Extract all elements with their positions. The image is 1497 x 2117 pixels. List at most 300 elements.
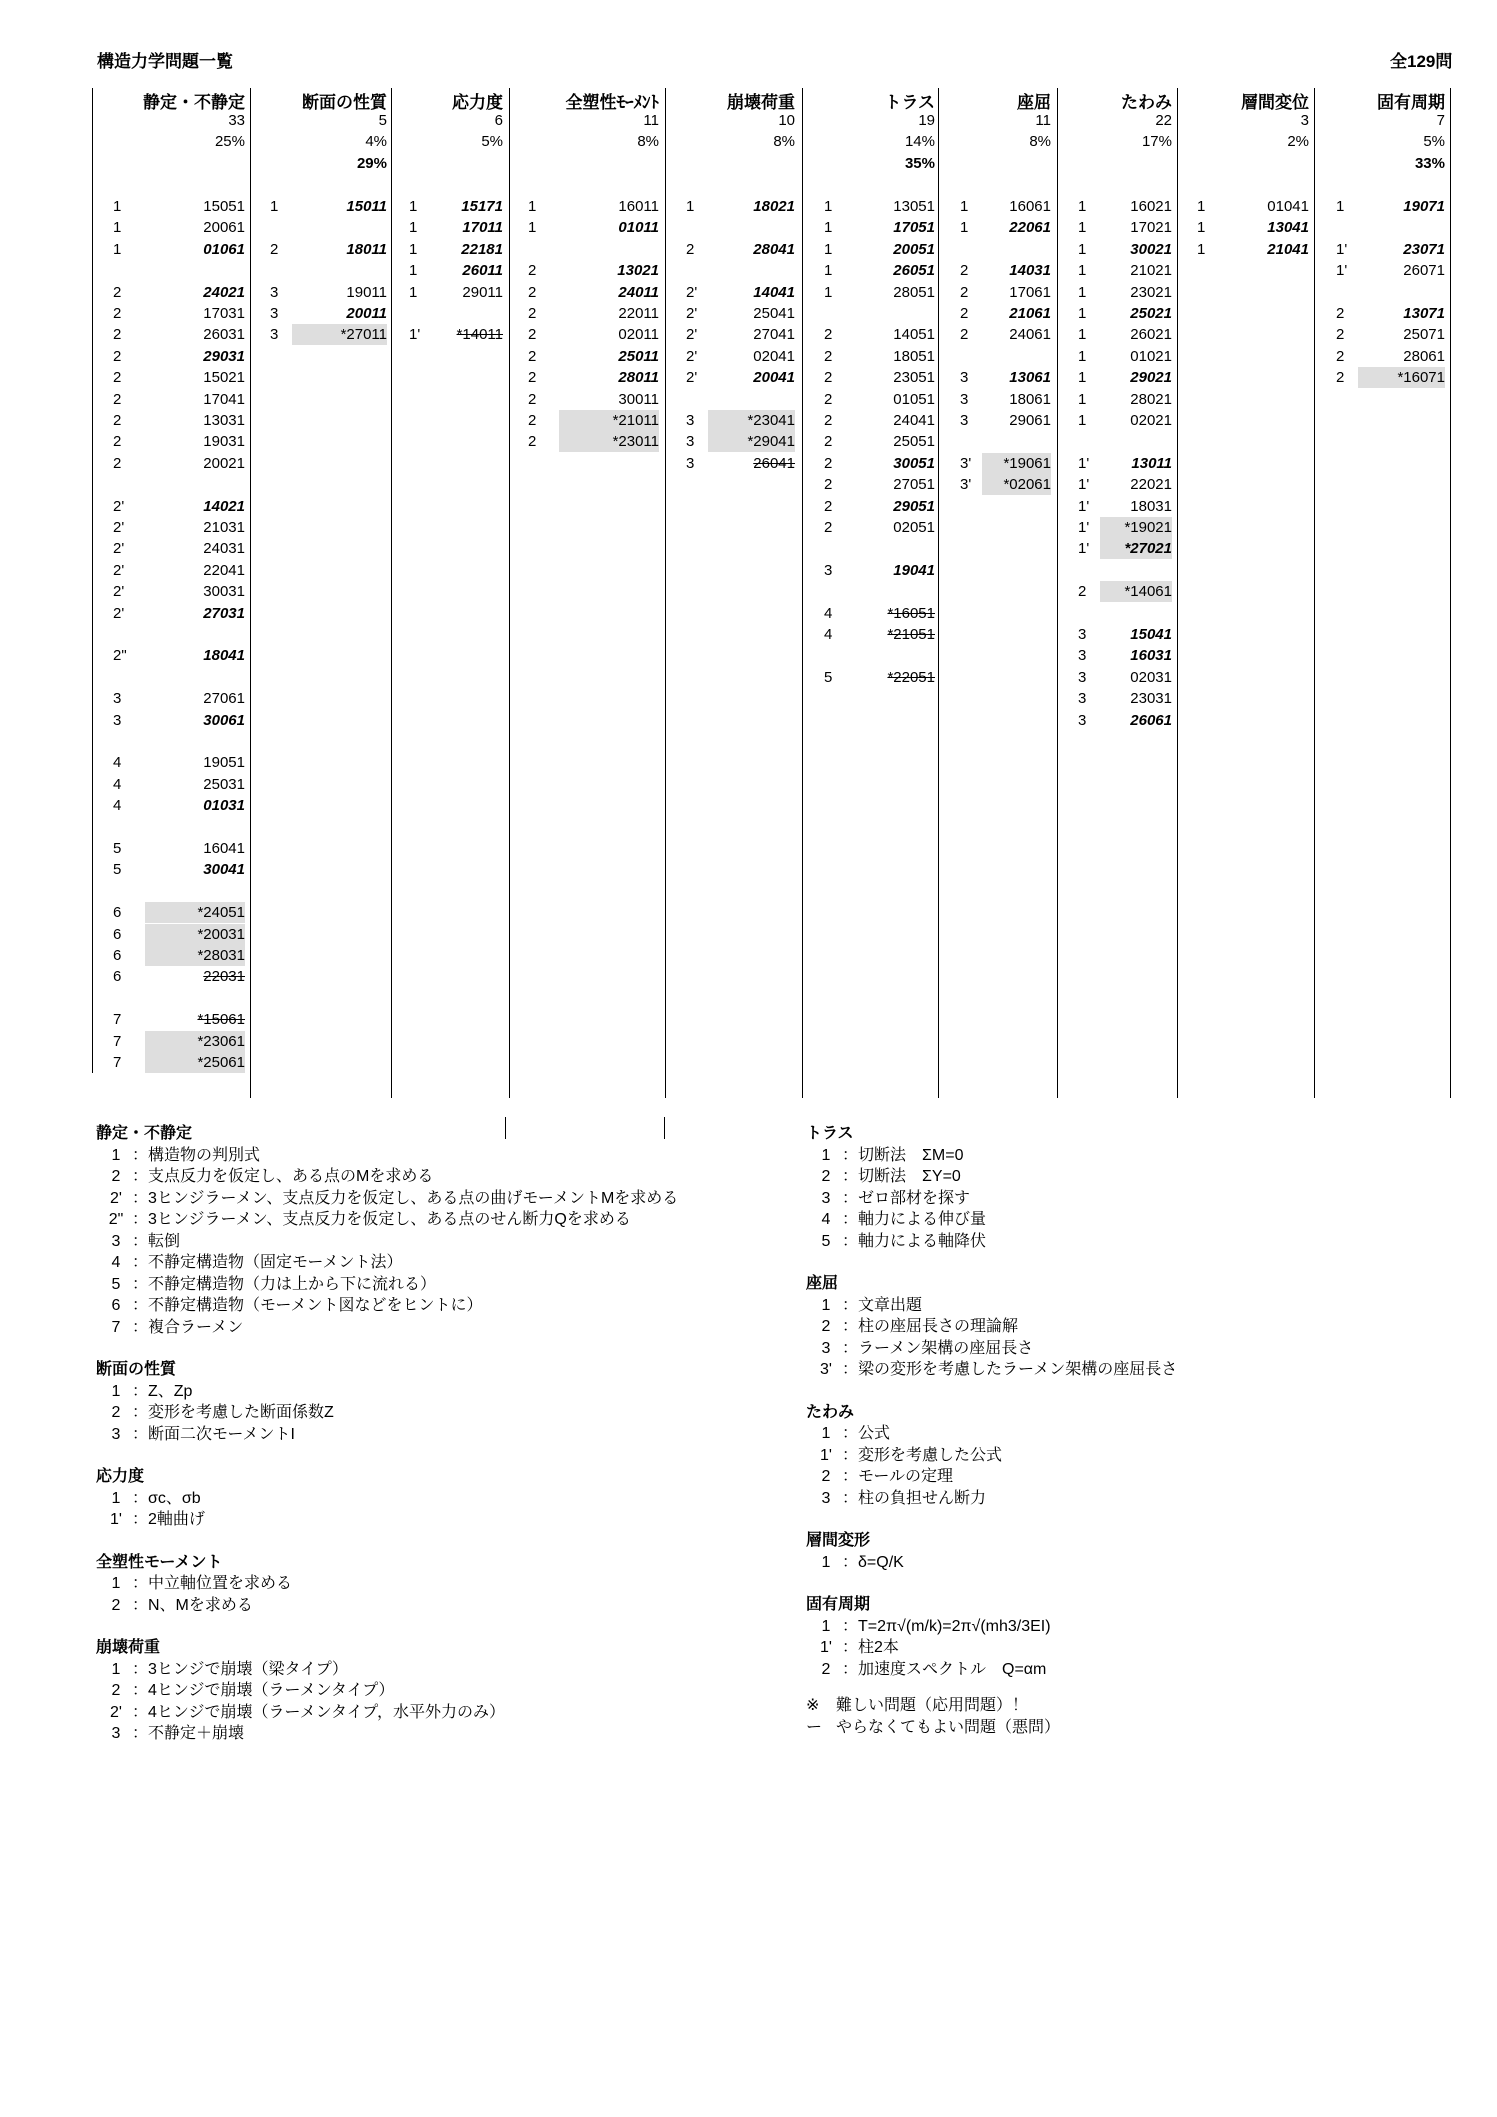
column-divider bbox=[665, 88, 666, 1098]
problem-code: 28051 bbox=[893, 283, 935, 301]
problem-code: 14031 bbox=[1009, 262, 1051, 280]
legend-item bbox=[810, 1420, 890, 1443]
row-group: 2 bbox=[1336, 305, 1345, 322]
legend-description: ：3ヒンジラーメン、支点反力を仮定し、ある点の曲げモーメントMを求める bbox=[132, 1189, 679, 1207]
table-row bbox=[1336, 346, 1445, 367]
legend-description: ：軸力による伸び量 bbox=[842, 1211, 987, 1228]
legend-section-title: 崩壊荷重 bbox=[96, 1639, 161, 1656]
group-percent: 33% bbox=[1414, 155, 1445, 172]
legend-item bbox=[810, 1163, 961, 1186]
table-row bbox=[1078, 239, 1172, 260]
table-row bbox=[113, 517, 245, 538]
column-header: 全塑性ﾓｰﾒﾝﾄ bbox=[565, 93, 659, 112]
problem-code: 16031 bbox=[1130, 647, 1172, 665]
note-mark: ※ bbox=[806, 1697, 820, 1714]
problem-code: 23031 bbox=[1130, 690, 1172, 708]
problem-code: 27031 bbox=[203, 604, 245, 622]
problem-code: 21041 bbox=[1267, 240, 1309, 258]
table-row bbox=[113, 538, 245, 559]
column-percent: 5% bbox=[1423, 133, 1445, 150]
table-row bbox=[960, 196, 1051, 217]
table-row bbox=[1078, 645, 1172, 666]
row-group: 1 bbox=[409, 219, 418, 237]
problem-code: 26021 bbox=[1130, 326, 1172, 344]
table-row bbox=[824, 431, 935, 452]
column-percent: 4% bbox=[365, 133, 387, 150]
row-group: 1 bbox=[1336, 198, 1345, 215]
table-row bbox=[113, 795, 245, 816]
legend-group: 1 bbox=[821, 1146, 831, 1164]
legend-description: ：δ=Q/K bbox=[842, 1553, 904, 1571]
table-row bbox=[113, 410, 245, 431]
problem-code: *23011 bbox=[559, 431, 659, 452]
row-group: 1 bbox=[409, 283, 418, 301]
legend-description: ：4ヒンジで崩壊（ラーメンタイプ） bbox=[132, 1682, 395, 1699]
table-row bbox=[824, 624, 935, 645]
legend-section-title: 静定・不静定 bbox=[96, 1125, 193, 1142]
problem-code: 26061 bbox=[1130, 711, 1172, 729]
problem-code: 25011 bbox=[618, 347, 659, 365]
problem-code: 24011 bbox=[618, 283, 659, 301]
row-group: 3 bbox=[686, 433, 695, 451]
table-row bbox=[686, 324, 795, 345]
row-group: 4 bbox=[113, 754, 122, 772]
table-row bbox=[960, 324, 1051, 345]
row-group: 1 bbox=[113, 198, 122, 215]
problem-code: 15051 bbox=[203, 198, 245, 215]
table-row bbox=[824, 367, 935, 388]
table-row bbox=[113, 217, 245, 238]
legend-item bbox=[100, 1228, 180, 1251]
problem-code: 24061 bbox=[1009, 326, 1051, 344]
column-header: 応力度 bbox=[452, 93, 503, 112]
table-row bbox=[528, 367, 659, 388]
row-group: 1 bbox=[1197, 219, 1206, 237]
problem-code: 25051 bbox=[893, 433, 935, 451]
table-row bbox=[1078, 217, 1172, 238]
problem-code: 23071 bbox=[1403, 240, 1445, 258]
group-percent: 35% bbox=[904, 155, 935, 172]
row-group: 2 bbox=[960, 305, 969, 322]
legend-description: ：文章出題 bbox=[842, 1296, 923, 1314]
table-row bbox=[824, 346, 935, 367]
row-group: 2' bbox=[113, 583, 125, 601]
problem-code: *16051 bbox=[887, 604, 935, 622]
legend-group: 2 bbox=[821, 1168, 831, 1185]
legend-group: 5 bbox=[111, 1275, 121, 1293]
legend-section-title: 応力度 bbox=[96, 1468, 145, 1485]
table-row bbox=[824, 667, 935, 688]
problem-code: 17051 bbox=[893, 219, 935, 237]
row-group: 1' bbox=[1078, 454, 1090, 472]
row-group: 2 bbox=[824, 390, 833, 408]
row-group: 6 bbox=[113, 904, 122, 922]
row-group: 1 bbox=[1078, 262, 1087, 280]
legend-description: ：変形を考慮した公式 bbox=[842, 1446, 1003, 1464]
row-group: 2' bbox=[686, 369, 698, 387]
legend-item bbox=[100, 1699, 505, 1722]
legend-group: 2 bbox=[821, 1318, 831, 1335]
table-row bbox=[528, 260, 659, 281]
problem-code: 01051 bbox=[893, 390, 935, 408]
table-row bbox=[1078, 196, 1172, 217]
table-row bbox=[1197, 217, 1309, 238]
table-row bbox=[686, 196, 795, 217]
row-group: 2' bbox=[686, 305, 698, 322]
row-group: 3' bbox=[960, 454, 972, 472]
legend-item bbox=[100, 1206, 631, 1229]
legend-item bbox=[810, 1485, 986, 1508]
problem-code: 13031 bbox=[203, 412, 245, 429]
legend-group: 5 bbox=[821, 1232, 831, 1250]
table-row bbox=[686, 346, 795, 367]
legend-description: ：不静定構造物（力は上から下に流れる） bbox=[132, 1275, 437, 1293]
row-group: 3 bbox=[1078, 647, 1087, 665]
table-row bbox=[270, 196, 387, 217]
problem-code: 02041 bbox=[753, 347, 795, 365]
problem-code: 23021 bbox=[1130, 283, 1172, 301]
table-row bbox=[113, 945, 245, 966]
problem-code: 24021 bbox=[203, 283, 245, 301]
problem-code: *16071 bbox=[1358, 367, 1445, 388]
table-row bbox=[960, 453, 1051, 474]
problem-code: 17041 bbox=[203, 390, 245, 408]
legend-description: ：公式 bbox=[842, 1425, 891, 1442]
table-row bbox=[824, 410, 935, 431]
problem-code: 13051 bbox=[893, 198, 935, 215]
table-row bbox=[1336, 196, 1445, 217]
table-row bbox=[113, 389, 245, 410]
legend-description: ：支点反力を仮定し、ある点のMを求める bbox=[132, 1168, 434, 1185]
legend-group: 2 bbox=[821, 1660, 831, 1678]
row-group: 2' bbox=[113, 604, 125, 622]
table-row bbox=[824, 196, 935, 217]
legend-group: 7 bbox=[111, 1318, 121, 1336]
column-divider bbox=[92, 88, 93, 1073]
table-row bbox=[960, 367, 1051, 388]
row-group: 5 bbox=[113, 840, 122, 857]
column-header: たわみ bbox=[1121, 93, 1172, 112]
row-group: 3 bbox=[1078, 711, 1087, 729]
row-group: 1 bbox=[1078, 347, 1087, 365]
table-row bbox=[113, 1031, 245, 1052]
table-row bbox=[960, 389, 1051, 410]
table-row bbox=[528, 282, 659, 303]
table-row bbox=[113, 603, 245, 624]
legend-section-title: 断面の性質 bbox=[96, 1361, 177, 1378]
problem-code: 16041 bbox=[203, 840, 245, 857]
problem-code: *28031 bbox=[145, 945, 245, 966]
table-row bbox=[1336, 324, 1445, 345]
table-row bbox=[824, 474, 935, 495]
legend-description: ：ラーメン架構の座屈長さ bbox=[842, 1339, 1034, 1357]
row-group: 2' bbox=[686, 347, 698, 365]
legend-item bbox=[100, 1399, 334, 1422]
row-group: 2 bbox=[528, 305, 537, 322]
row-group: 2 bbox=[113, 433, 122, 451]
problem-code: 13041 bbox=[1267, 219, 1309, 237]
problem-code: 26011 bbox=[462, 262, 503, 280]
row-group: 3 bbox=[686, 454, 695, 472]
row-group: 3 bbox=[1078, 668, 1087, 686]
problem-code: 29011 bbox=[462, 283, 503, 301]
problem-code: 18011 bbox=[346, 240, 387, 258]
problem-code: 22021 bbox=[1130, 476, 1172, 494]
problem-code: 29051 bbox=[893, 497, 935, 515]
row-group: 1 bbox=[1078, 326, 1087, 344]
problem-code: 28021 bbox=[1130, 390, 1172, 408]
row-group: 1 bbox=[409, 262, 418, 280]
table-row bbox=[113, 431, 245, 452]
legend-section-title: たわみ bbox=[806, 1403, 855, 1421]
legend-group: 2 bbox=[111, 1168, 121, 1185]
group-percent: 29% bbox=[356, 155, 387, 172]
column-header: 固有周期 bbox=[1377, 93, 1445, 112]
table-row bbox=[113, 966, 245, 987]
problem-code: 14051 bbox=[893, 326, 935, 344]
legend-description: ：変形を考慮した断面係数Z bbox=[132, 1404, 334, 1421]
legend-description: ：T=2π√(m/k)=2π√(mh3/3EI) bbox=[842, 1617, 1051, 1635]
legend-group: 1 bbox=[111, 1489, 121, 1507]
problem-code: 01041 bbox=[1267, 198, 1309, 215]
problem-code: 18041 bbox=[203, 647, 245, 665]
problem-code: 21031 bbox=[203, 519, 245, 536]
row-group: 1 bbox=[960, 219, 969, 237]
row-group: 2 bbox=[960, 262, 969, 280]
problem-code: 22181 bbox=[461, 240, 503, 258]
table-row bbox=[824, 324, 935, 345]
legend-description: ：ゼロ部材を探す bbox=[842, 1189, 971, 1207]
problem-code: *23061 bbox=[145, 1031, 245, 1052]
legend-group: 3 bbox=[821, 1489, 831, 1507]
legend-section-title: トラス bbox=[806, 1125, 854, 1142]
row-group: 6 bbox=[113, 947, 122, 964]
problem-code: 02051 bbox=[893, 519, 935, 536]
table-row bbox=[960, 410, 1051, 431]
table-row bbox=[528, 303, 659, 324]
table-row bbox=[270, 303, 387, 324]
table-row bbox=[686, 453, 795, 474]
row-group: 3 bbox=[960, 369, 969, 387]
row-group: 1 bbox=[1078, 390, 1087, 408]
table-row bbox=[409, 196, 503, 217]
row-group: 2 bbox=[528, 433, 537, 451]
table-row bbox=[824, 217, 935, 238]
legend-item bbox=[810, 1613, 1051, 1636]
row-group: 1 bbox=[824, 283, 833, 301]
problem-code: 27041 bbox=[753, 326, 795, 344]
table-row bbox=[113, 838, 245, 859]
row-group: 1 bbox=[1078, 412, 1087, 429]
legend-group: 2' bbox=[110, 1703, 122, 1721]
legend-description: ：加速度スペクトル Q=αm bbox=[842, 1660, 1047, 1678]
table-row bbox=[113, 774, 245, 795]
legend-group: 3' bbox=[820, 1361, 832, 1378]
row-group: 1 bbox=[686, 198, 695, 215]
problem-code: *29041 bbox=[708, 431, 795, 452]
legend-item bbox=[810, 1463, 953, 1486]
table-row bbox=[1078, 260, 1172, 281]
problem-code: *27011 bbox=[292, 324, 387, 345]
page-title: 構造力学問題一覧 bbox=[97, 52, 233, 71]
row-group: 2 bbox=[528, 412, 537, 429]
table-row bbox=[1336, 260, 1445, 281]
problem-code: *24051 bbox=[145, 902, 245, 923]
legend-description: ：断面二次モーメントI bbox=[132, 1425, 296, 1443]
row-group: 3 bbox=[270, 305, 279, 322]
problem-code: 27061 bbox=[203, 690, 245, 708]
table-row bbox=[1078, 346, 1172, 367]
legend-item bbox=[100, 1592, 253, 1615]
problem-code: 16021 bbox=[1130, 198, 1172, 215]
problem-code: 26051 bbox=[893, 262, 935, 280]
row-group: 1 bbox=[1078, 305, 1087, 322]
row-group: 1 bbox=[824, 240, 833, 258]
row-group: 5 bbox=[113, 861, 122, 879]
row-group: 2 bbox=[113, 305, 122, 322]
legend-group: 2 bbox=[111, 1682, 121, 1699]
row-group: 2 bbox=[1078, 583, 1087, 601]
problem-code: 15171 bbox=[461, 198, 503, 215]
column-percent: 5% bbox=[481, 133, 503, 150]
problem-code: 30041 bbox=[203, 861, 245, 879]
legend-section-title: 固有周期 bbox=[806, 1596, 871, 1613]
problem-code: *19021 bbox=[1100, 517, 1172, 538]
row-group: 2 bbox=[528, 390, 537, 408]
column-count: 3 bbox=[1300, 112, 1309, 129]
column-count: 5 bbox=[378, 112, 387, 129]
problem-code: 17011 bbox=[462, 219, 503, 237]
column-header: 断面の性質 bbox=[302, 93, 387, 112]
column-divider bbox=[1177, 88, 1178, 1098]
legend-group: 1 bbox=[111, 1575, 121, 1592]
column-divider bbox=[1314, 88, 1315, 1098]
row-group: 1' bbox=[1078, 540, 1090, 558]
problem-code: 22061 bbox=[1009, 219, 1051, 237]
column-percent: 25% bbox=[214, 133, 245, 150]
problem-code: 15021 bbox=[203, 369, 245, 387]
table-row bbox=[1078, 410, 1172, 431]
legend-item bbox=[100, 1163, 433, 1186]
problem-code: 02031 bbox=[1130, 668, 1172, 686]
table-row bbox=[113, 645, 245, 666]
table-row bbox=[409, 260, 503, 281]
legend-description: ：モールの定理 bbox=[842, 1468, 954, 1485]
row-group: 2 bbox=[960, 326, 969, 344]
table-row bbox=[113, 560, 245, 581]
legend-group: 1 bbox=[821, 1296, 831, 1314]
row-group: 2 bbox=[824, 476, 833, 494]
row-group: 3 bbox=[824, 561, 833, 579]
legend-item bbox=[810, 1142, 963, 1165]
row-group: 3 bbox=[113, 711, 122, 729]
row-group: 2 bbox=[824, 433, 833, 451]
legend-item bbox=[100, 1378, 192, 1401]
table-row bbox=[960, 474, 1051, 495]
table-row bbox=[409, 239, 503, 260]
problem-code: 16061 bbox=[1009, 198, 1051, 215]
problem-code: *14011 bbox=[456, 326, 503, 344]
problem-code: *15061 bbox=[197, 1011, 245, 1029]
table-row bbox=[824, 260, 935, 281]
legend-item bbox=[810, 1442, 1002, 1465]
table-row bbox=[1336, 303, 1445, 324]
table-row bbox=[270, 324, 387, 345]
table-row bbox=[113, 346, 245, 367]
legend-description: ：柱の座屈長さの理論解 bbox=[842, 1318, 1019, 1335]
row-group: 1 bbox=[960, 198, 969, 215]
table-row bbox=[113, 859, 245, 880]
row-group: 2' bbox=[113, 497, 125, 515]
row-group: 2" bbox=[113, 647, 127, 665]
problem-code: 28061 bbox=[1403, 347, 1445, 365]
table-row bbox=[528, 324, 659, 345]
row-group: 1 bbox=[1078, 283, 1087, 301]
table-row bbox=[113, 924, 245, 945]
row-group: 4 bbox=[113, 775, 122, 793]
table-row bbox=[1078, 282, 1172, 303]
table-row bbox=[1078, 624, 1172, 645]
table-row bbox=[1197, 239, 1309, 260]
row-group: 6 bbox=[113, 925, 122, 943]
row-group: 7 bbox=[113, 1054, 122, 1071]
table-row bbox=[824, 560, 935, 581]
problem-code: 02021 bbox=[1130, 412, 1172, 429]
problem-code: 20041 bbox=[753, 369, 795, 387]
problem-code: 22011 bbox=[618, 305, 659, 322]
row-group: 3 bbox=[1078, 690, 1087, 708]
table-row bbox=[270, 282, 387, 303]
legend-item bbox=[100, 1314, 243, 1337]
legend-group: 1 bbox=[821, 1425, 831, 1442]
table-row bbox=[113, 324, 245, 345]
table-row bbox=[824, 603, 935, 624]
table-row bbox=[686, 431, 795, 452]
row-group: 3 bbox=[960, 390, 969, 408]
row-group: 1 bbox=[113, 240, 122, 258]
legend-description: ：σc、σb bbox=[132, 1489, 201, 1507]
problem-code: 24031 bbox=[203, 540, 245, 558]
column-divider bbox=[509, 88, 510, 1098]
table-row bbox=[528, 196, 659, 217]
column-count: 10 bbox=[778, 112, 795, 129]
problem-code: 19031 bbox=[203, 433, 245, 451]
problem-code: *02061 bbox=[982, 474, 1051, 495]
note-item bbox=[806, 1714, 1060, 1737]
legend-description: ：軸力による軸降伏 bbox=[842, 1232, 987, 1250]
problem-code: 30061 bbox=[203, 711, 245, 729]
problem-code: 18031 bbox=[1130, 497, 1172, 515]
table-row bbox=[113, 581, 245, 602]
row-group: 1 bbox=[1078, 369, 1087, 387]
row-group: 7 bbox=[113, 1011, 122, 1029]
row-group: 3 bbox=[960, 412, 969, 429]
row-group: 2 bbox=[528, 369, 537, 387]
problem-code: *21051 bbox=[887, 626, 935, 643]
table-row bbox=[409, 282, 503, 303]
problem-code: 20011 bbox=[346, 305, 387, 322]
legend-section-title: 層間変形 bbox=[806, 1532, 871, 1549]
legend-item bbox=[100, 1656, 348, 1679]
problem-code: 25031 bbox=[203, 775, 245, 793]
table-row bbox=[1078, 710, 1172, 731]
column-count: 7 bbox=[1436, 112, 1445, 129]
table-row bbox=[686, 410, 795, 431]
problem-code: 29021 bbox=[1130, 369, 1172, 387]
table-row bbox=[960, 260, 1051, 281]
problem-code: 13061 bbox=[1009, 369, 1051, 387]
row-group: 1 bbox=[1078, 219, 1087, 237]
